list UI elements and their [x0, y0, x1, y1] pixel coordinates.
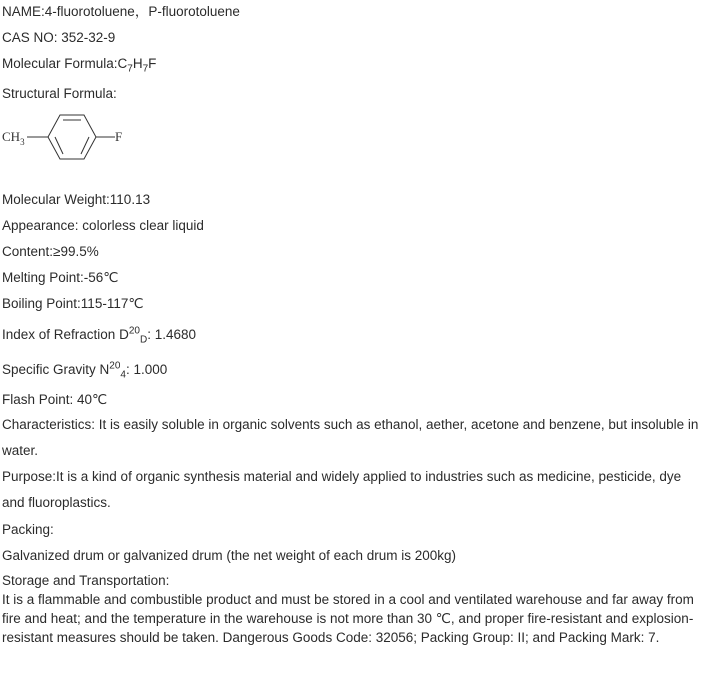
- methyl-group-label: $CH_3$: [2, 129, 25, 147]
- name-line: NAME:4-fluorotoluene，P-fluorotoluene: [2, 4, 240, 19]
- molecular-weight-line: Molecular Weight:110.13: [2, 192, 151, 207]
- characteristics-paragraph: Characteristics: It is easily soluble in organic solvents such as ethanol, aether, acetone and benzene, but insoluble in water.: [2, 417, 699, 458]
- boiling-point-line: Boiling Point:115-117℃: [2, 296, 144, 311]
- refraction-index-line: Index of Refraction $D^{20}_D$: 1.4680: [2, 325, 196, 346]
- structural-formula-label: Structural Formula:: [2, 86, 117, 101]
- fluoro-group-label: F: [115, 129, 123, 144]
- molecular-formula-line: Molecular $Formula:C_7H_7F$: [2, 56, 157, 75]
- storage-paragraph: It is a flammable and combustible product and must be stored in a cool and ventilated warehouse and far away from fire and heat; and the temperature in the warehouse is not more than 30 ℃, and proper fire-resistant and explosion-resistant measures should be taken. Dangerous Goods Code: 32056; Packing Group: II; and Packing Mark: 7.: [2, 592, 694, 645]
- content-line: Content:≥99.5%: [2, 244, 99, 259]
- cas-line: CAS NO: 352-32-9: [2, 30, 116, 45]
- flash-point-line: Flash Point: 40℃: [2, 392, 108, 407]
- packing-label: Packing:: [2, 522, 54, 537]
- packing-text: Galvanized drum or galvanized drum (the net weight of each drum is 200kg): [2, 548, 456, 563]
- melting-point-line: Melting Point:-56℃: [2, 270, 119, 285]
- storage-label: Storage and Transportation:: [2, 573, 170, 588]
- purpose-paragraph: Purpose:It is a kind of organic synthesis material and widely applied to industries such as medicine, pesticide, dye and fluoroplastics.: [2, 469, 682, 510]
- structural-formula-diagram: [0, 108, 140, 164]
- appearance-line: Appearance: colorless clear liquid: [2, 218, 204, 233]
- specific-gravity-line: Specific Gravity $N^{20}_4$: 1.000: [2, 360, 168, 381]
